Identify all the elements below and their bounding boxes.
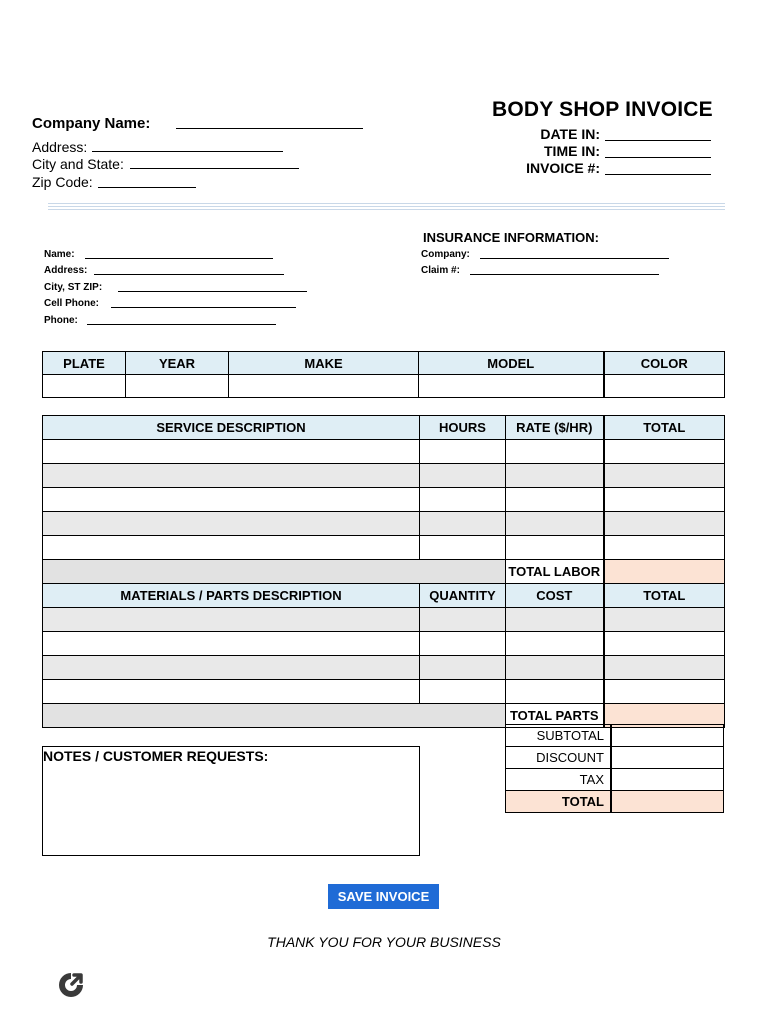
service-total-cell[interactable]: [604, 440, 725, 464]
parts-total-cell[interactable]: [604, 632, 725, 656]
year-header: YEAR: [126, 352, 229, 375]
rate-header: RATE ($/HR): [506, 416, 604, 440]
make-header: MAKE: [229, 352, 419, 375]
service-description-cell[interactable]: [43, 536, 420, 560]
hours-cell[interactable]: [420, 512, 506, 536]
customer-cell-field[interactable]: [111, 307, 296, 308]
address-field[interactable]: [92, 151, 283, 152]
notes-label: NOTES / CUSTOMER REQUESTS:: [43, 748, 269, 764]
service-description-cell[interactable]: [43, 488, 420, 512]
hours-cell[interactable]: [420, 440, 506, 464]
service-description-header: SERVICE DESCRIPTION: [43, 416, 420, 440]
quantity-cell[interactable]: [420, 680, 506, 704]
service-description-cell[interactable]: [43, 440, 420, 464]
hours-header: HOURS: [420, 416, 506, 440]
parts-total-cell[interactable]: [604, 608, 725, 632]
company-name-field[interactable]: [176, 128, 363, 129]
totals-table: [505, 724, 724, 813]
discount-label: DISCOUNT: [506, 747, 612, 769]
grand-total-value[interactable]: [611, 791, 724, 813]
customer-address-field[interactable]: [94, 274, 284, 275]
customer-city-field[interactable]: [118, 291, 307, 292]
model-header: MODEL: [419, 352, 604, 375]
parts-header-row: [43, 584, 725, 608]
total-labor-value[interactable]: [604, 560, 725, 584]
parts-description-cell[interactable]: [43, 656, 420, 680]
cost-cell[interactable]: [506, 656, 604, 680]
model-cell[interactable]: [419, 375, 604, 398]
date-in-field[interactable]: [605, 140, 711, 141]
parts-row: [43, 680, 725, 704]
address-label: Address:: [32, 139, 88, 155]
parts-row: [43, 608, 725, 632]
service-header-row: [43, 416, 725, 440]
claim-number-field[interactable]: [470, 274, 659, 275]
grand-total-label: TOTAL: [506, 791, 612, 813]
quantity-cell[interactable]: [420, 656, 506, 680]
rate-cell[interactable]: [506, 440, 604, 464]
customer-cell-label: Cell Phone:: [44, 298, 100, 309]
quantity-cell[interactable]: [420, 608, 506, 632]
parts-total-cell[interactable]: [604, 656, 725, 680]
customer-city-label: City, ST ZIP:: [44, 282, 103, 293]
plate-header: PLATE: [43, 352, 126, 375]
service-row: [43, 464, 725, 488]
line-items-table: [42, 415, 725, 728]
make-cell[interactable]: [229, 375, 419, 398]
thank-you-note: THANK YOU FOR YOUR BUSINESS: [267, 934, 501, 950]
customer-name-label: Name:: [44, 249, 75, 260]
plate-cell[interactable]: [43, 375, 126, 398]
service-row: [43, 512, 725, 536]
discount-value[interactable]: [611, 747, 724, 769]
parts-description-header: MATERIALS / PARTS DESCRIPTION: [43, 584, 420, 608]
tax-row: [506, 769, 724, 791]
tax-value[interactable]: [611, 769, 724, 791]
total-labor-row: [43, 560, 725, 584]
parts-total-header: TOTAL: [604, 584, 725, 608]
separator-line: [48, 203, 725, 204]
cost-cell[interactable]: [506, 632, 604, 656]
invoice-title: BODY SHOP INVOICE: [492, 98, 713, 121]
save-invoice-button[interactable]: SAVE INVOICE: [328, 884, 439, 909]
service-total-cell[interactable]: [604, 464, 725, 488]
date-in-label: DATE IN:: [540, 126, 600, 142]
customer-phone-field[interactable]: [87, 324, 276, 325]
zip-code-field[interactable]: [98, 187, 196, 188]
customer-phone-label: Phone:: [44, 315, 78, 326]
separator-line: [48, 206, 725, 207]
city-state-field[interactable]: [130, 168, 299, 169]
service-description-cell[interactable]: [43, 512, 420, 536]
insurance-company-label: Company:: [421, 249, 470, 260]
time-in-field[interactable]: [605, 157, 711, 158]
parts-total-cell[interactable]: [604, 680, 725, 704]
quantity-header: QUANTITY: [420, 584, 506, 608]
subtotal-label: SUBTOTAL: [506, 725, 612, 747]
cost-cell[interactable]: [506, 680, 604, 704]
service-total-cell[interactable]: [604, 488, 725, 512]
hours-cell[interactable]: [420, 488, 506, 512]
time-in-label: TIME IN:: [544, 143, 600, 159]
invoice-number-field[interactable]: [605, 174, 711, 175]
rate-cell[interactable]: [506, 464, 604, 488]
customer-address-label: Address:: [44, 265, 88, 276]
service-row: [43, 536, 725, 560]
hours-cell[interactable]: [420, 536, 506, 560]
subtotal-value[interactable]: [611, 725, 724, 747]
color-cell[interactable]: [604, 375, 725, 398]
claim-number-label: Claim #:: [421, 265, 460, 276]
tax-label: TAX: [506, 769, 612, 791]
invoice-number-label: INVOICE #:: [526, 160, 600, 176]
insurance-heading: INSURANCE INFORMATION:: [423, 230, 599, 245]
quantity-cell[interactable]: [420, 632, 506, 656]
zip-code-label: Zip Code:: [32, 174, 93, 190]
total-labor-label: TOTAL LABOR: [506, 560, 604, 584]
insurance-company-field[interactable]: [480, 258, 669, 259]
grand-total-row: [506, 791, 724, 813]
service-total-cell[interactable]: [604, 512, 725, 536]
service-total-header: TOTAL: [604, 416, 725, 440]
discount-row: [506, 747, 724, 769]
subtotal-row: [506, 725, 724, 747]
vehicle-input-row: [43, 375, 725, 398]
total-labor-spacer: [43, 560, 506, 584]
cost-cell[interactable]: [506, 608, 604, 632]
total-parts-spacer: [43, 704, 506, 728]
parts-row: [43, 632, 725, 656]
service-total-cell[interactable]: [604, 536, 725, 560]
total-parts-label: TOTAL PARTS: [506, 704, 604, 728]
hours-cell[interactable]: [420, 464, 506, 488]
cost-header: COST: [506, 584, 604, 608]
notes-box[interactable]: [42, 746, 420, 856]
rate-cell[interactable]: [506, 512, 604, 536]
service-description-cell[interactable]: [43, 464, 420, 488]
vehicle-header-row: [43, 352, 725, 375]
color-header: COLOR: [604, 352, 725, 375]
vehicle-table: [42, 351, 725, 398]
year-cell[interactable]: [126, 375, 229, 398]
customer-name-field[interactable]: [85, 258, 273, 259]
rate-cell[interactable]: [506, 488, 604, 512]
parts-description-cell[interactable]: [43, 680, 420, 704]
parts-description-cell[interactable]: [43, 632, 420, 656]
service-row: [43, 440, 725, 464]
separator-line: [48, 209, 725, 210]
rate-cell[interactable]: [506, 536, 604, 560]
company-name-label: Company Name:: [32, 115, 151, 132]
brand-logo-icon: [56, 970, 86, 1000]
service-row: [43, 488, 725, 512]
city-state-label: City and State:: [32, 156, 124, 172]
parts-description-cell[interactable]: [43, 608, 420, 632]
parts-row: [43, 656, 725, 680]
